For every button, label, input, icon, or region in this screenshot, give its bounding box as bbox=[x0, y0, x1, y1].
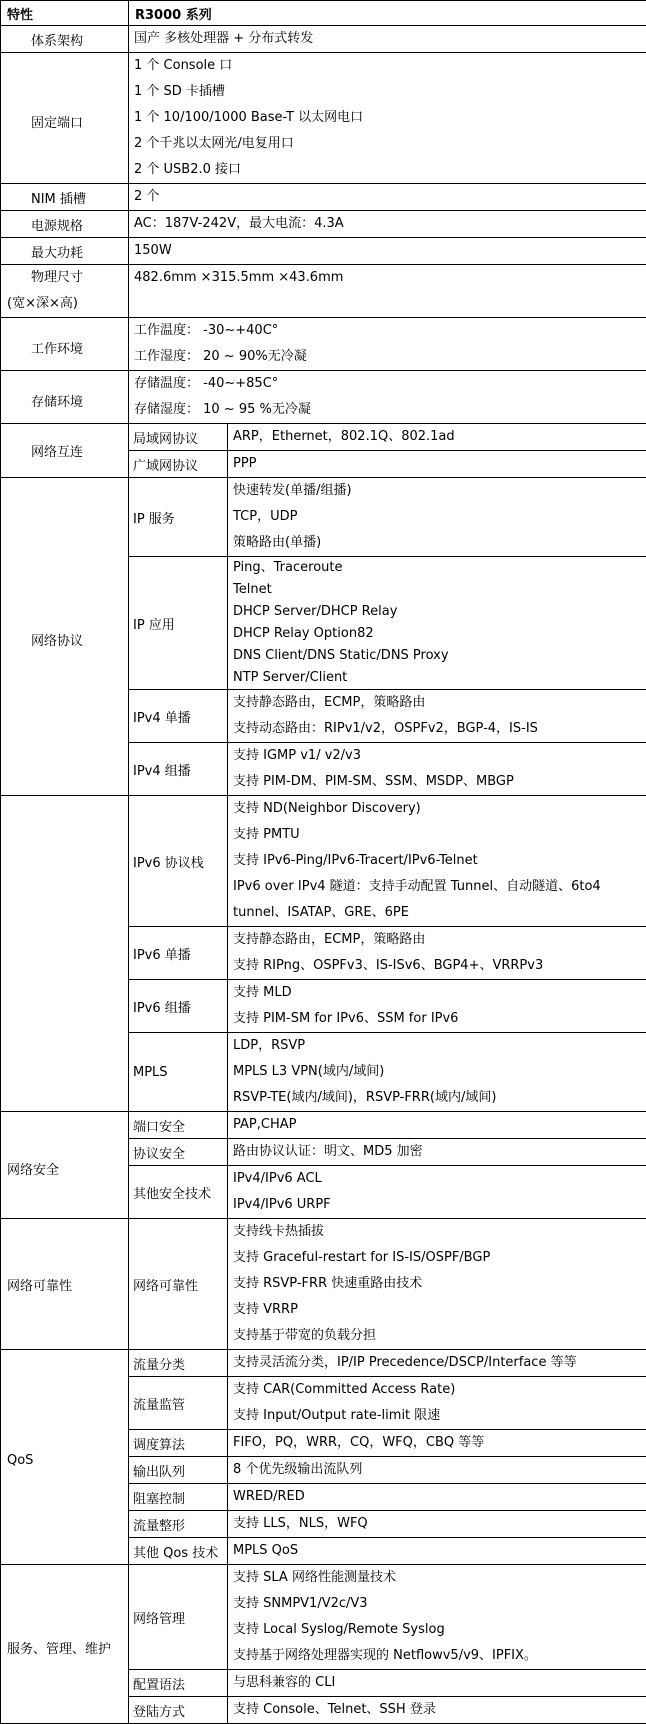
security-value bbox=[228, 1166, 646, 1219]
dims-row bbox=[1, 265, 646, 318]
workenv-label: 工作环境 bbox=[1, 318, 129, 371]
reliability-row bbox=[1, 1219, 646, 1350]
ipv6-line: 支持 MLD bbox=[233, 980, 646, 1006]
ipv6-value bbox=[228, 796, 646, 927]
qos-sub-label: 其他 Qos 技术 bbox=[129, 1538, 228, 1565]
service-sub-label: 网络管理 bbox=[129, 1565, 228, 1670]
reliability-sub-label: 网络可靠性 bbox=[129, 1219, 228, 1350]
ipv6-sub-label: IPv6 协议栈 bbox=[129, 796, 228, 927]
protocols-line: NTP Server/Client bbox=[233, 667, 646, 689]
ipv6-value bbox=[228, 1033, 646, 1112]
service-line: 支持 SNMPV1/V2c/V3 bbox=[233, 1591, 646, 1617]
qos-sub-label: 流量分类 bbox=[129, 1350, 228, 1377]
interconnect-line: ARP，Ethernet，802.1Q、802.1ad bbox=[233, 424, 646, 450]
qos-line: 8 个优先级输出流队列 bbox=[233, 1457, 646, 1483]
service-value bbox=[228, 1697, 646, 1724]
interconnect-sub-label: 局域网协议 bbox=[129, 424, 228, 451]
qos-line: FIFO，PQ，WRR，CQ，WFQ，CBQ 等等 bbox=[233, 1430, 646, 1456]
qos-label: QoS bbox=[1, 1350, 129, 1565]
ports-label: 固定端口 bbox=[1, 53, 129, 184]
reliability-line: 支持基于带宽的负载分担 bbox=[233, 1323, 646, 1349]
ipv6-line: 支持 ND(Neighbor Discovery) bbox=[233, 796, 646, 822]
security-sub-label: 端口安全 bbox=[129, 1112, 228, 1139]
qos-line: 支持灵活流分类，IP/IP Precedence/DSCP/Interface 等等 bbox=[233, 1350, 646, 1376]
protocols-value bbox=[228, 743, 646, 796]
security-row bbox=[1, 1112, 646, 1139]
qos-sub-label: 阻塞控制 bbox=[129, 1484, 228, 1511]
ports-line: 1 个 SD 卡插槽 bbox=[134, 79, 646, 105]
maxpower-row bbox=[1, 238, 646, 265]
dims-label: 物理尺寸 (宽×深×高) bbox=[1, 265, 129, 318]
protocols-line: 支持 IGMP v1/ v2/v3 bbox=[233, 743, 646, 769]
reliability-line: 支持 VRRP bbox=[233, 1297, 646, 1323]
qos-value bbox=[228, 1457, 646, 1484]
interconnect-sub-label: 广域网协议 bbox=[129, 451, 228, 478]
qos-line: 支持 LLS，NLS，WFQ bbox=[233, 1511, 646, 1537]
ports-line: 1 个 Console 口 bbox=[134, 53, 646, 79]
security-sub-label: 其他安全技术 bbox=[129, 1166, 228, 1219]
interconnect-row bbox=[1, 424, 646, 451]
qos-line: WRED/RED bbox=[233, 1484, 646, 1510]
security-sub-label: 协议安全 bbox=[129, 1139, 228, 1166]
dims-value: 482.6mm ×315.5mm ×43.6mm bbox=[129, 265, 646, 318]
arch-value: 国产 多核处理器 + 分布式转发 bbox=[129, 26, 646, 53]
ipv6-value bbox=[228, 927, 646, 980]
qos-value bbox=[228, 1377, 646, 1430]
protocols-line: 支持 PIM-DM、PIM-SM、SSM、MSDP、MBGP bbox=[233, 769, 646, 795]
protocols-line: 支持动态路由：RIPv1/v2，OSPFv2，BGP-4，IS-IS bbox=[233, 716, 646, 742]
qos-value bbox=[228, 1538, 646, 1565]
power-label: 电源规格 bbox=[1, 211, 129, 238]
security-line: PAP,CHAP bbox=[233, 1112, 646, 1138]
protocols-line: DHCP Relay Option82 bbox=[233, 623, 646, 645]
storeenv-label: 存储环境 bbox=[1, 371, 129, 424]
protocols-line: DNS Client/DNS Static/DNS Proxy bbox=[233, 645, 646, 667]
qos-row bbox=[1, 1350, 646, 1377]
reliability-line: 支持线卡热插拔 bbox=[233, 1219, 646, 1245]
ipv6-line: MPLS L3 VPN(域内/域间) bbox=[233, 1059, 646, 1085]
interconnect-line: PPP bbox=[233, 451, 646, 477]
protocols-sub-label: IP 应用 bbox=[129, 557, 228, 690]
qos-line: 支持 Input/Output rate-limit 限速 bbox=[233, 1403, 646, 1429]
ports-line: 1 个 10/100/1000 Base-T 以太网电口 bbox=[134, 105, 646, 131]
ipv6-line: 支持 RIPng、OSPFv3、IS-ISv6、BGP4+、VRRPv3 bbox=[233, 953, 646, 979]
service-value bbox=[228, 1565, 646, 1670]
qos-value bbox=[228, 1484, 646, 1511]
ipv6-sub-label: IPv6 单播 bbox=[129, 927, 228, 980]
ports-line: 2 个 USB2.0 接口 bbox=[134, 157, 646, 183]
ipv6-sub-label: MPLS bbox=[129, 1033, 228, 1112]
qos-line: MPLS QoS bbox=[233, 1538, 646, 1564]
ipv6-line: LDP，RSVP bbox=[233, 1033, 646, 1059]
ipv6-label bbox=[1, 796, 129, 1112]
power-value: AC：187V-242V，最大电流：4.3A bbox=[129, 211, 646, 238]
service-line: 与思科兼容的 CLI bbox=[233, 1670, 646, 1696]
qos-value bbox=[228, 1511, 646, 1538]
ports-line: 2 个千兆以太网光/电复用口 bbox=[134, 131, 646, 157]
service-sub-label: 登陆方式 bbox=[129, 1697, 228, 1724]
storeenv-value: 存储温度： -40~+85C° 存储湿度： 10 ~ 95 %无冷凝 bbox=[129, 371, 646, 424]
arch-row bbox=[1, 26, 646, 53]
spec-table-body bbox=[1, 1, 646, 1724]
protocols-line: Telnet bbox=[233, 579, 646, 601]
interconnect-value bbox=[228, 424, 646, 451]
protocols-sub-label: IP 服务 bbox=[129, 478, 228, 557]
model-header: R3000 系列 bbox=[129, 1, 646, 26]
service-row bbox=[1, 1565, 646, 1670]
protocols-line: Ping、Traceroute bbox=[233, 557, 646, 579]
service-value bbox=[228, 1670, 646, 1697]
protocols-sub-label: IPv4 组播 bbox=[129, 743, 228, 796]
ipv6-line: IPv6 over IPv4 隧道：支持手动配置 Tunnel、自动隧道、6to4 bbox=[233, 874, 646, 900]
service-line: 支持基于网络处理器实现的 Netflowv5/v9、IPFIX。 bbox=[233, 1643, 646, 1669]
service-sub-label: 配置语法 bbox=[129, 1670, 228, 1697]
ports-value bbox=[129, 53, 646, 184]
protocols-value bbox=[228, 557, 646, 690]
nim-row bbox=[1, 184, 646, 211]
security-line: IPv4/IPv6 ACL bbox=[233, 1166, 646, 1192]
ipv6-line: 支持 IPv6-Ping/IPv6-Tracert/IPv6-Telnet bbox=[233, 848, 646, 874]
ipv6-line: tunnel、ISATAP、GRE、6PE bbox=[233, 900, 646, 926]
qos-sub-label: 流量整形 bbox=[129, 1511, 228, 1538]
interconnect-label: 网络互连 bbox=[1, 424, 129, 478]
qos-sub-label: 流量监管 bbox=[129, 1377, 228, 1430]
protocols-line: DHCP Server/DHCP Relay bbox=[233, 601, 646, 623]
security-label: 网络安全 bbox=[1, 1112, 129, 1219]
ipv6-line: 支持 PIM-SM for IPv6、SSM for IPv6 bbox=[233, 1006, 646, 1032]
security-line: IPv4/IPv6 URPF bbox=[233, 1192, 646, 1218]
protocols-value bbox=[228, 690, 646, 743]
ipv6-line: RSVP-TE(域内/域间)，RSVP-FRR(域内/域间) bbox=[233, 1085, 646, 1111]
service-label: 服务、管理、维护 bbox=[1, 1565, 129, 1724]
nim-label: NIM 插槽 bbox=[1, 184, 129, 211]
security-line: 路由协议认证：明文、MD5 加密 bbox=[233, 1139, 646, 1165]
storeenv-row bbox=[1, 371, 646, 424]
service-line: 支持 Console、Telnet、SSH 登录 bbox=[233, 1697, 646, 1723]
ipv6-value bbox=[228, 980, 646, 1033]
protocols-label: 网络协议 bbox=[1, 478, 129, 796]
ipv6-line: 支持静态路由，ECMP，策略路由 bbox=[233, 927, 646, 953]
nim-value: 2 个 bbox=[129, 184, 646, 211]
protocols-value bbox=[228, 478, 646, 557]
reliability-line: 支持 RSVP-FRR 快速重路由技术 bbox=[233, 1271, 646, 1297]
header-row bbox=[1, 1, 646, 26]
arch-label: 体系架构 bbox=[1, 26, 129, 53]
workenv-row bbox=[1, 318, 646, 371]
workenv-value: 工作温度： -30~+40C° 工作湿度： 20 ~ 90%无冷凝 bbox=[129, 318, 646, 371]
protocols-row bbox=[1, 478, 646, 557]
reliability-line: 支持 Graceful-restart for IS-IS/OSPF/BGP bbox=[233, 1245, 646, 1271]
power-row bbox=[1, 211, 646, 238]
maxpower-value: 150W bbox=[129, 238, 646, 265]
qos-sub-label: 输出队列 bbox=[129, 1457, 228, 1484]
service-line: 支持 SLA 网络性能测量技术 bbox=[233, 1565, 646, 1591]
protocols-line: 快速转发(单播/组播) bbox=[233, 478, 646, 504]
protocols-sub-label: IPv4 单播 bbox=[129, 690, 228, 743]
security-value bbox=[228, 1112, 646, 1139]
ipv6-row bbox=[1, 796, 646, 927]
qos-value bbox=[228, 1350, 646, 1377]
qos-line: 支持 CAR(Committed Access Rate) bbox=[233, 1377, 646, 1403]
ports-row bbox=[1, 53, 646, 184]
security-value bbox=[228, 1139, 646, 1166]
ipv6-sub-label: IPv6 组播 bbox=[129, 980, 228, 1033]
maxpower-label: 最大功耗 bbox=[1, 238, 129, 265]
reliability-label: 网络可靠性 bbox=[1, 1219, 129, 1350]
qos-sub-label: 调度算法 bbox=[129, 1430, 228, 1457]
protocols-line: TCP，UDP bbox=[233, 504, 646, 530]
ipv6-line: 支持 PMTU bbox=[233, 822, 646, 848]
interconnect-value bbox=[228, 451, 646, 478]
protocols-line: 支持静态路由，ECMP，策略路由 bbox=[233, 690, 646, 716]
qos-value bbox=[228, 1430, 646, 1457]
reliability-value bbox=[228, 1219, 646, 1350]
protocols-line: 策略路由(单播) bbox=[233, 530, 646, 556]
service-line: 支持 Local Syslog/Remote Syslog bbox=[233, 1617, 646, 1643]
feature-header: 特性 bbox=[1, 1, 129, 26]
